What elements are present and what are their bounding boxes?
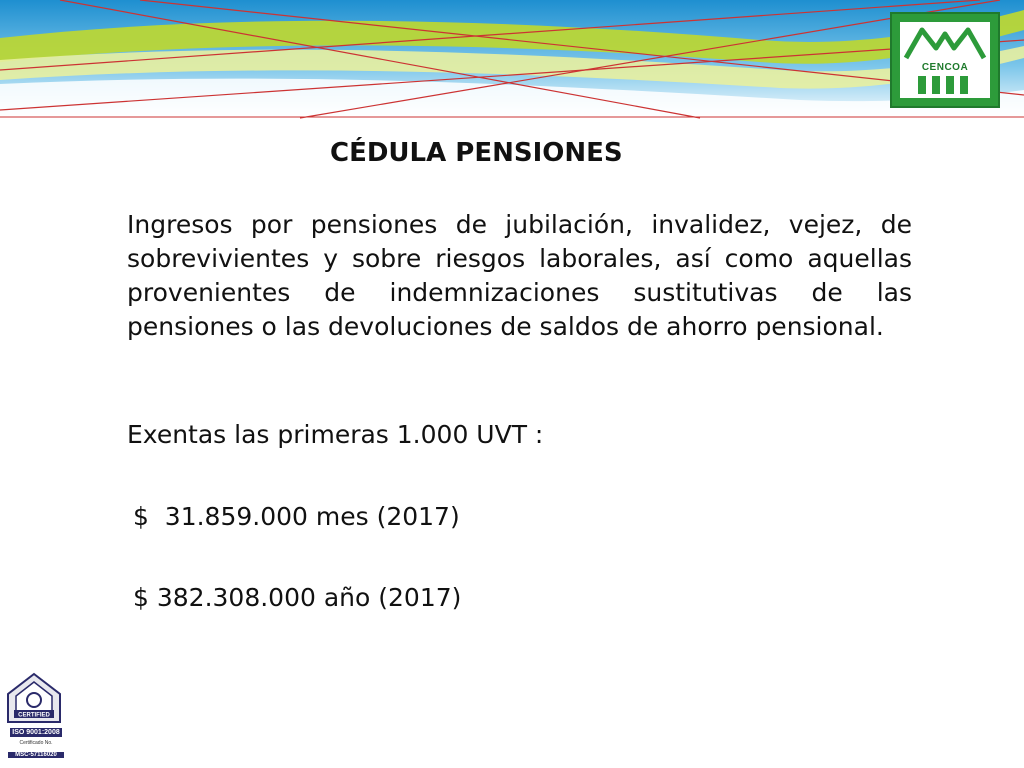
logo-mountain-icon [900, 22, 990, 98]
iso-cert-label: Certificado No. [19, 740, 53, 746]
monto-mes-line: $ 31.859.000 mes (2017) [133, 502, 460, 531]
iso-certified-text: CERTIFIED [18, 712, 50, 719]
slide-title: CÉDULA PENSIONES [330, 138, 623, 168]
header-banner [0, 0, 1024, 130]
logo-text: CENCOA [921, 62, 969, 73]
iso-cert-number: MSC-57116020 [8, 752, 64, 758]
exentas-line: Exentas las primeras 1.000 UVT : [127, 420, 544, 449]
body-paragraph: Ingresos por pensiones de jubilación, invalidez, vejez, de sobrevivientes y sobre riesgos laborales, así como aquellas provenientes de indemnizaciones sustitutivas de las pensiones o las devoluciones de saldos de ahorro pensional. [127, 210, 912, 341]
iso-standard-label: ISO 9001:2008 [10, 728, 62, 737]
iso-seal-icon [4, 672, 64, 728]
cencoa-logo [890, 12, 1000, 108]
iso-certification-badge [4, 672, 64, 766]
monto-ano-line: $ 382.308.000 año (2017) [133, 583, 462, 612]
banner-graphic [0, 0, 1024, 130]
logo-inner-panel [900, 22, 990, 98]
